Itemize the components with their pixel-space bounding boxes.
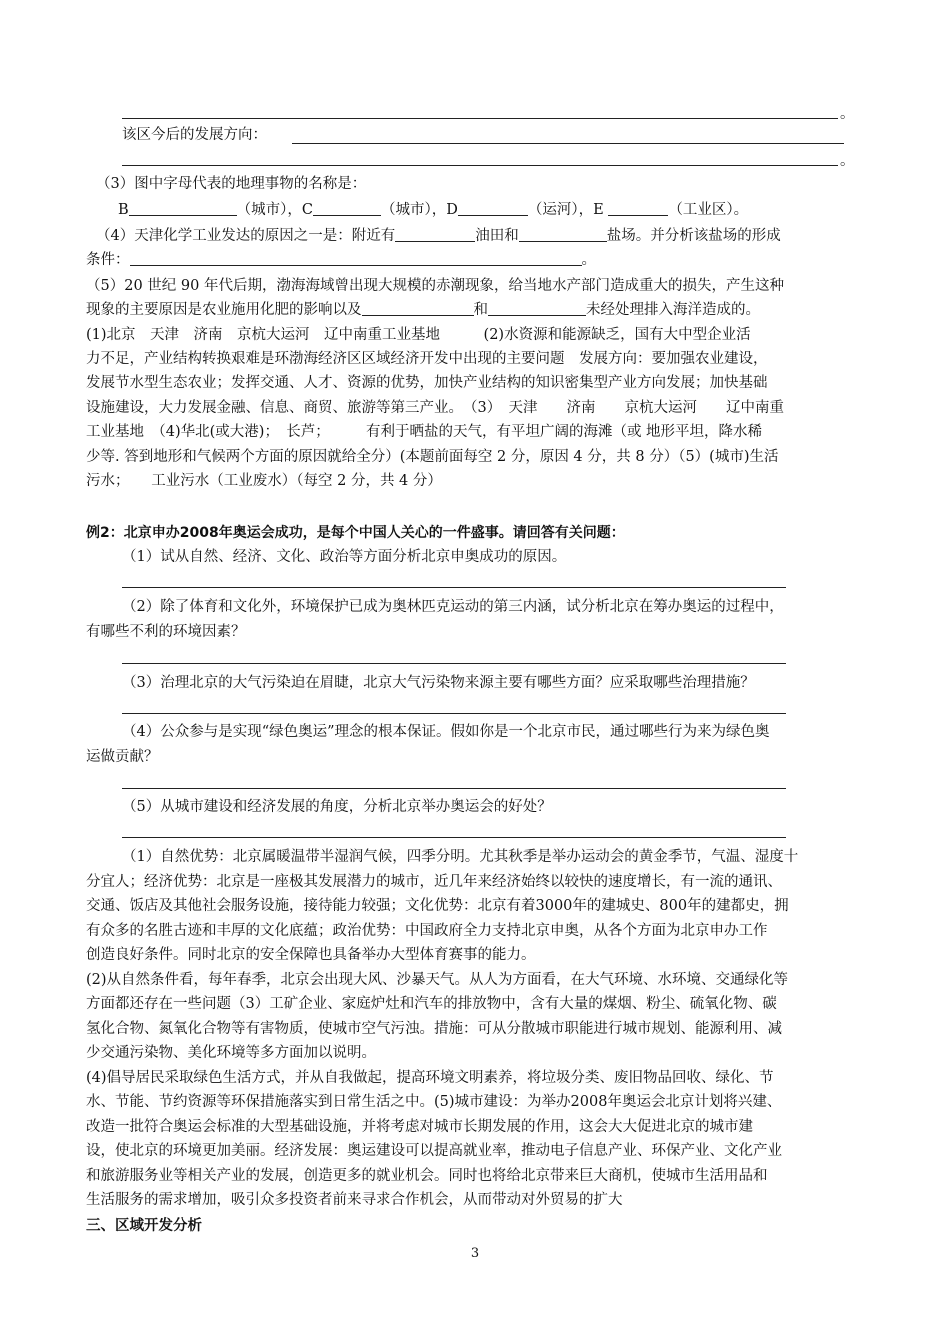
blank-e (608, 201, 668, 216)
example-2-q4-line1: （4）公众参与是实现“绿色奥运”理念的根本保证。假如你是一个北京市民，通过哪些行为来为绿色奥 (122, 724, 770, 740)
answer-2-line: (4)倡导居民采取绿色生活方式，并从自我做起，提高环境文明素养，将垃圾分类、废旧物品回收、绿化、节 (86, 1070, 774, 1086)
answer-2-line: (2)从自然条件看，每年春季，北京会出现大风、沙暴天气。从人为方面看，在大气环境、水环境、交通绿化等 (86, 972, 789, 988)
question-5-line2 (86, 300, 760, 320)
example-2-q2-line2: 有哪些不利的环境因素？ (86, 624, 246, 640)
blank-b (129, 201, 237, 216)
example-2-q2-line1: （2）除了体育和文化外，环境保护已成为奥林匹克运动的第三内涵，试分析北京在筹办奥运的过程中， (122, 599, 784, 615)
blank-conditions (130, 251, 582, 266)
answer-2-line: 水、节能、节约资源等环保措施落实到日常生活之中。(5)城市建设：为举办2008年奥运会北京计划将兴建、 (86, 1094, 782, 1110)
question-4-line2 (86, 250, 596, 270)
q5-text-b: 和 (473, 302, 488, 318)
answer-line (122, 118, 838, 119)
blank-c (313, 201, 381, 216)
answer-2-line: 少交通污染物、美化环境等多方面加以说明。 (86, 1045, 376, 1061)
answer-2-line: 有众多的名胜古迹和丰厚的文化底蕴；政治优势：中国政府全力支持北京申奥，从各个方面为北京申办工作 (86, 923, 768, 939)
answer-line (122, 663, 786, 664)
answer-2-line: 生活服务的需求增加，吸引众多投资者前来寻求合作机会，从而带动对外贸易的扩大 (86, 1192, 623, 1208)
period-mark: 。 (840, 106, 855, 122)
q4-text-d: 条件： (86, 252, 130, 268)
label-c-note: （城市），D (381, 202, 458, 218)
answer-2-line: 氢化合物、氮氧化合物等有害物质，使城市空气污浊。措施：可从分散城市职能进行城市规划、能源利用、减 (86, 1021, 782, 1037)
answer-line (122, 587, 786, 588)
blank-pollution-2 (488, 301, 586, 316)
answer-2-line: 设，使北京的环境更加美丽。经济发展：奥运建设可以提高就业率，推动电子信息产业、环保产业、文化产业 (86, 1143, 782, 1159)
example-2-q3: （3）治理北京的大气污染迫在眉睫，北京大气污染物来源主要有哪些方面？应采取哪些治理措施？ (122, 675, 755, 691)
question-3-title: （3）图中字母代表的地理事物的名称是： (96, 176, 367, 192)
q5-text-a: 现象的主要原因是农业施用化肥的影响以及 (86, 302, 362, 318)
label-b-note: （城市），C (236, 202, 314, 218)
blank-d (458, 201, 528, 216)
blank-pollution-1 (362, 301, 474, 316)
question-5-line1: （5）20 世纪 90 年代后期，渤海海域曾出现大规模的赤潮现象，给当地水产部门造成重大的损失，产生这种 (86, 278, 784, 294)
answer-2-line: 交通、饭店及其他社会服务设施，接待能力较强；文化优势：北京有着3000年的建城史、800年的建都史，拥 (86, 898, 789, 914)
answer-2-line: 分宜人；经济优势：北京是一座极其发展潜力的城市，近几年来经济始终以较快的速度增长，有一流的通讯、 (86, 874, 782, 890)
blank-saltfield (519, 227, 607, 242)
direction-label: 该区今后的发展方向： (122, 127, 267, 143)
answer-1-line: 工业基地 （4)华北(或大港)； 长芦； 有利于晒盐的天气，有平坦广阔的海滩（或 地形平坦，降水稀 (86, 424, 763, 440)
label-b: B (118, 202, 129, 218)
blank-oilfield (395, 227, 475, 242)
question-4-line1 (96, 226, 781, 246)
answer-1-line: (1)北京 天津 济南 京杭大运河 辽中南重工业基地 (2)水资源和能源缺乏，国有大中型企业活 (86, 327, 751, 343)
answer-2-line: 和旅游服务业等相关产业的发展，创造更多的就业机会。同时也将给北京带来巨大商机，使城市生活用品和 (86, 1168, 768, 1184)
answer-2-line: 方面都还存在一些问题（3）工矿企业、家庭炉灶和汽车的排放物中，含有大量的煤烟、粉尘、硫氧化物、碳 (86, 996, 777, 1012)
answer-line (292, 143, 844, 144)
q4-text-b: 油田和 (475, 228, 519, 244)
example-2-q4-line2: 运做贡献？ (86, 749, 159, 765)
answer-1-line: 设施建设，大力发展金融、信息、商贸、旅游等第三产业。 （3） 天津 济南 京杭大运河 辽中南重 (86, 400, 784, 416)
q4-text-a: （4）天津化学工业发达的原因之一是：附近有 (96, 228, 396, 244)
label-d-note: （运河），E (527, 202, 604, 218)
period-mark: 。 (840, 153, 855, 169)
section-3-title: 三、区域开发分析 (86, 1218, 202, 1234)
q5-text-c: 未经处理排入海洋造成的。 (586, 302, 760, 318)
q4-text-c: 盐场。并分析该盐场的形成 (606, 228, 781, 244)
answer-line (122, 788, 786, 789)
label-e-note: （工业区）。 (668, 202, 749, 218)
answer-2-line: 创造良好条件。同时北京的安全保障也具备举办大型体育赛事的能力。 (86, 947, 536, 963)
answer-1-line: 污水； 工业污水（工业废水）（每空 2 分，共 4 分） (86, 473, 442, 489)
answer-2-line: 改造一批符合奥运会标准的大型基础设施，并将考虑对城市长期发展的作用，这会大大促进北京的城市建 (86, 1119, 753, 1135)
answer-1-line: 力不足，产业结构转换艰难是环渤海经济区区域经济开发中出现的主要问题 发展方向：要加强农业建设， (86, 351, 768, 367)
answer-line (122, 165, 838, 166)
q4-text-e: 。 (581, 252, 596, 268)
example-2-q1: （1）试从自然、经济、文化、政治等方面分析北京申奥成功的原因。 (122, 549, 567, 565)
question-3-blanks (118, 200, 748, 220)
answer-1-line: 少等. 答到地形和气候两个方面的原因就给全分）(本题前面每空 2 分，原因 4 分，共 8 分）（5）(城市)生活 (86, 449, 779, 465)
example-2-q5: （5）从城市建设和经济发展的角度，分析北京举办奥运会的好处？ (122, 799, 552, 815)
answer-line (122, 837, 786, 838)
answer-1-line: 发展节水型生态农业；发挥交通、人才、资源的优势，加快产业结构的知识密集型产业方向发展；加快基础 (86, 375, 768, 391)
example-2-title: 例2：北京申办2008年奥运会成功，是每个中国人关心的一件盛事。请回答有关问题： (86, 525, 625, 541)
answer-2-line: （1）自然优势：北京属暖温带半湿润气候，四季分明。尤其秋季是举办运动会的黄金季节，气温、湿度十 (122, 849, 799, 865)
page-number: 3 (470, 1246, 480, 1261)
answer-line (122, 713, 786, 714)
